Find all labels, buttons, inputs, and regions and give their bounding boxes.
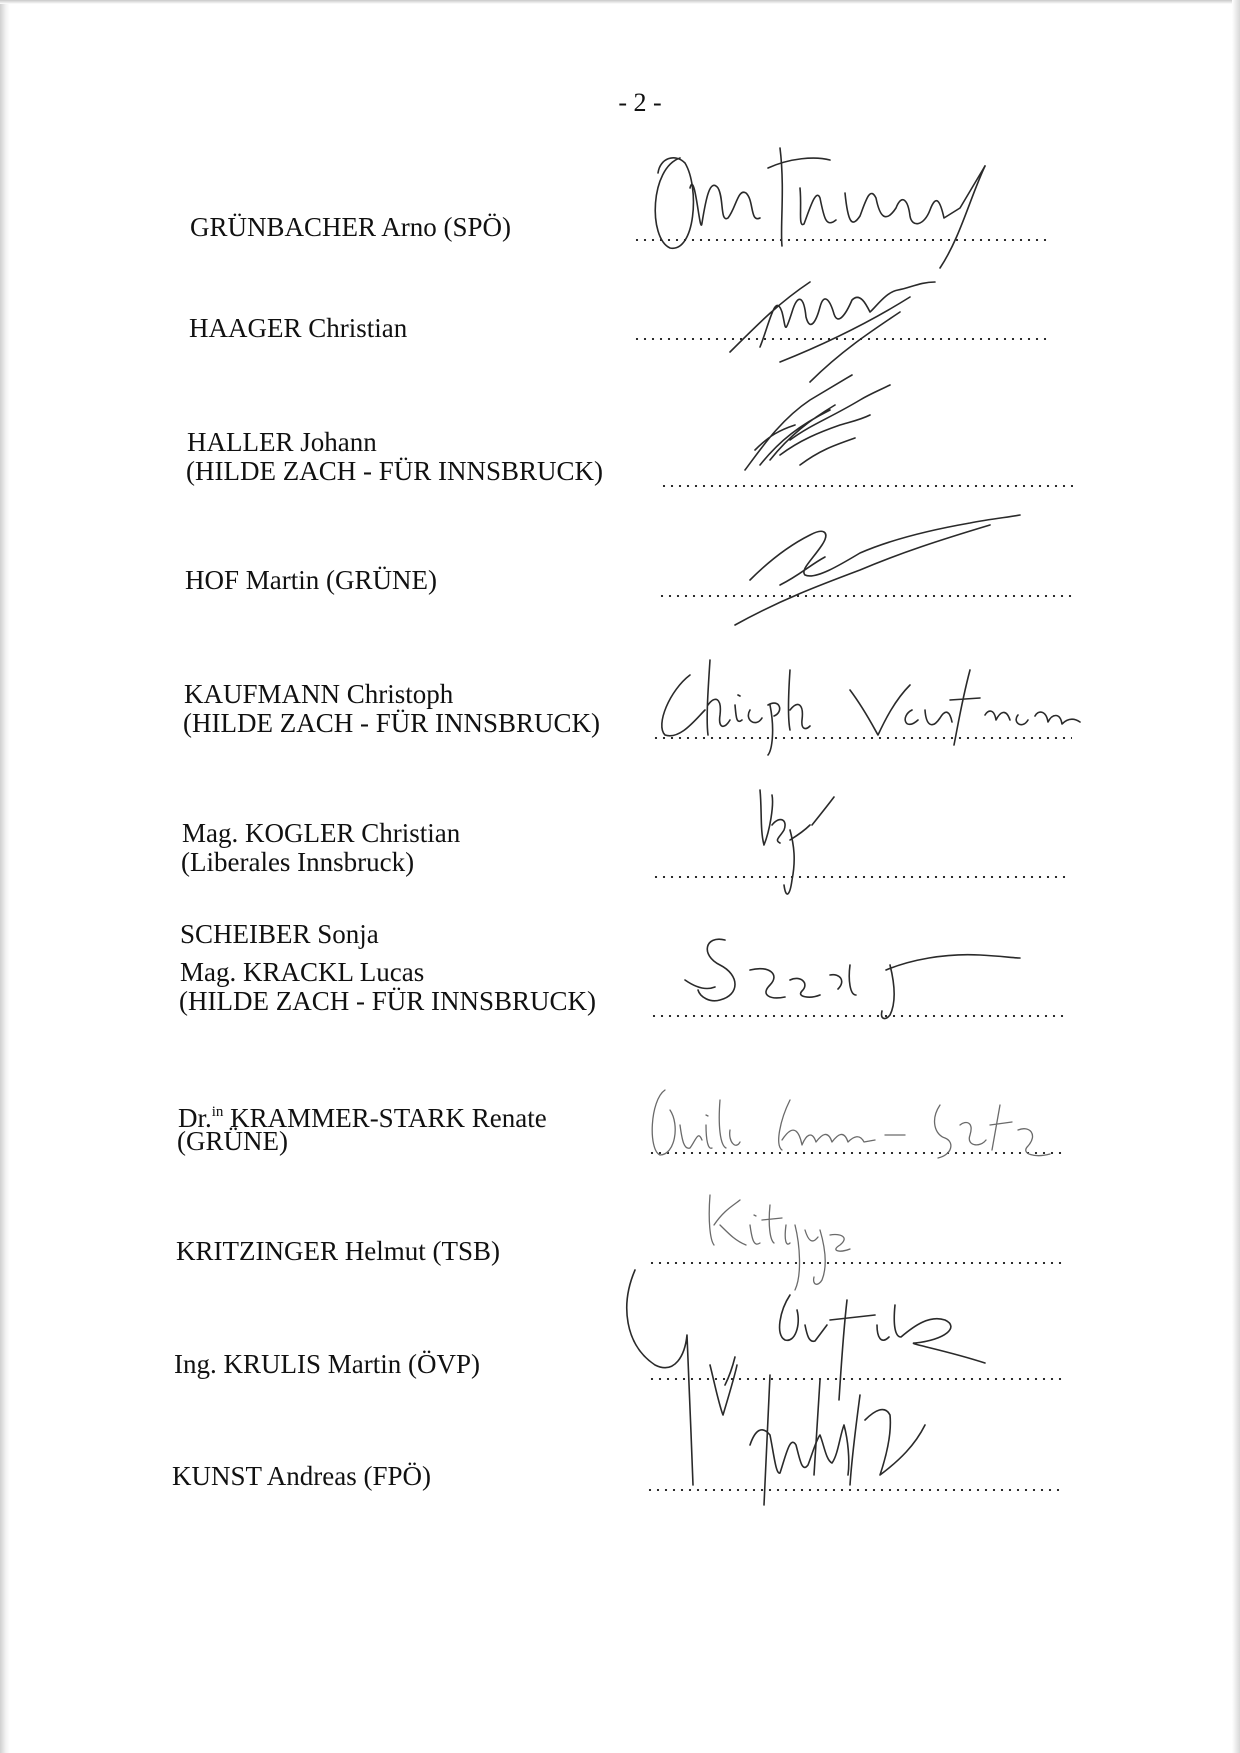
signature-haller <box>740 370 900 480</box>
member-party: (HILDE ZACH - FÜR INNSBRUCK) <box>183 708 600 738</box>
member-party: (HILDE ZACH - FÜR INNSBRUCK) <box>179 986 596 1016</box>
member-name: HALLER Johann <box>187 427 377 457</box>
member-party: (HILDE ZACH - FÜR INNSBRUCK) <box>186 456 603 486</box>
member-name: Mag. KRACKL Lucas <box>180 957 425 987</box>
signature-kaufmann <box>650 650 1110 760</box>
member-name: KRITZINGER Helmut (TSB) <box>176 1236 500 1266</box>
signature-krammer-stark <box>640 1080 1080 1170</box>
member-name: HOF Martin (GRÜNE) <box>185 565 437 595</box>
member-name: KUNST Andreas (FPÖ) <box>172 1461 432 1491</box>
member-party: (GRÜNE) <box>177 1126 288 1156</box>
signature-hof <box>730 505 1030 635</box>
member-party: (Liberales Innsbruck) <box>181 847 415 877</box>
title-suffix: in <box>211 1104 224 1120</box>
scan-shadow-top <box>0 0 1240 4</box>
page-number: - 2 - <box>618 88 662 117</box>
member-name: GRÜNBACHER Arno (SPÖ) <box>190 212 512 242</box>
signature-kunst <box>740 1365 950 1515</box>
title-prefix: Dr. <box>178 1103 212 1133</box>
signature-scheiber-krackl <box>670 925 1040 1025</box>
scan-shadow-right <box>1232 0 1240 1753</box>
member-name-text: KRAMMER-STARK Renate <box>230 1103 547 1133</box>
member-name: Mag. KOGLER Christian <box>182 818 461 848</box>
signature-kogler <box>750 785 870 905</box>
member-name: Ing. KRULIS Martin (ÖVP) <box>174 1349 480 1379</box>
member-name: SCHEIBER Sonja <box>180 919 379 949</box>
scan-shadow-left <box>0 0 10 1753</box>
member-name: HAAGER Christian <box>189 313 408 343</box>
signature-line <box>660 485 1073 487</box>
member-name: KAUFMANN Christoph <box>184 679 454 709</box>
